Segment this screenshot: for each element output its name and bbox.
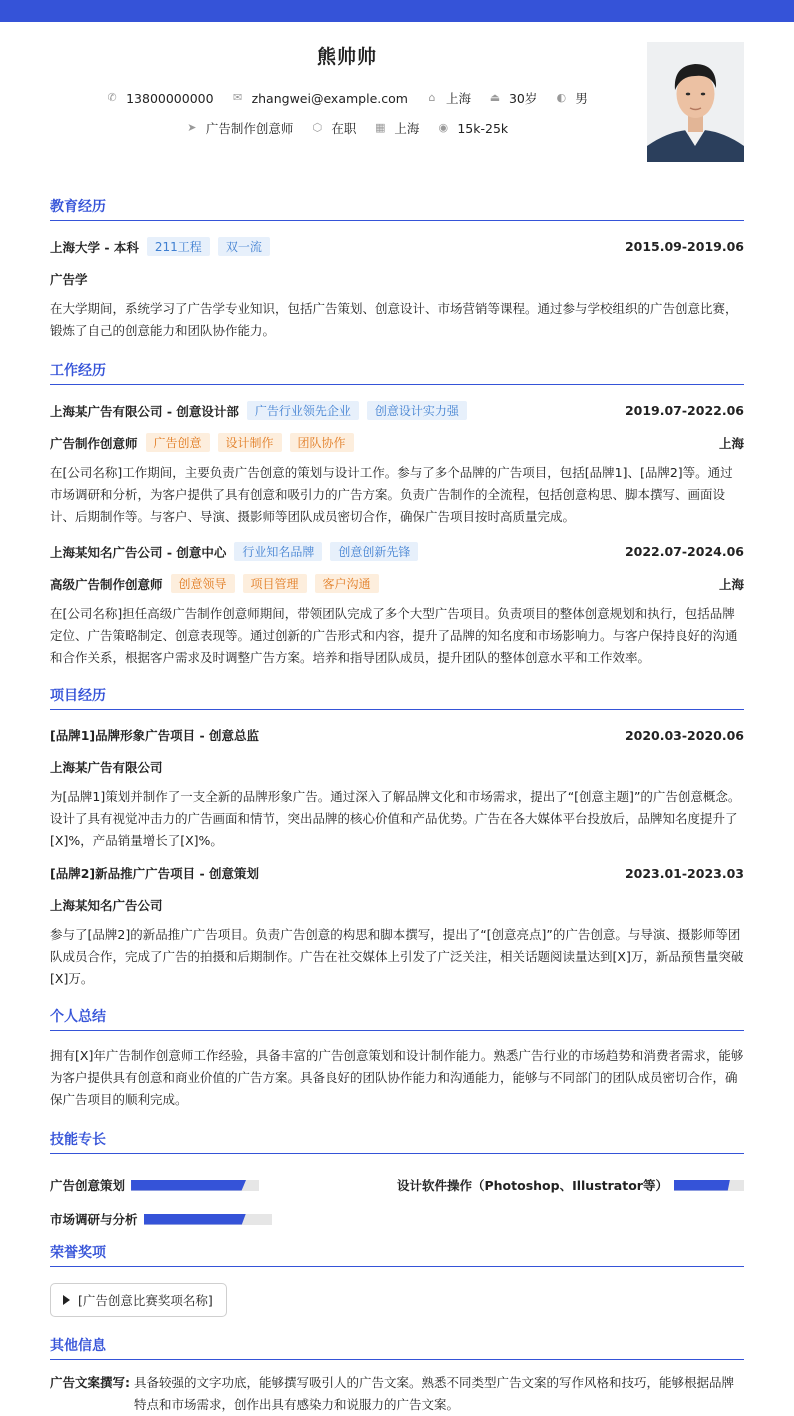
award-name: [广告创意比赛奖项名称] — [78, 1293, 213, 1308]
work-company-row — [50, 401, 744, 420]
building-icon: ▦ — [375, 121, 386, 134]
skill-tag: 项目管理 — [243, 574, 307, 593]
other-info-item — [50, 1372, 744, 1416]
phone-text: 13800000000 — [126, 90, 214, 106]
skill-label: 设计软件操作（Photoshop、Illustrator等） — [397, 1178, 668, 1193]
info-gender — [555, 89, 588, 107]
job-role: 高级广告制作创意师 — [50, 576, 163, 592]
education-date: 2015.09-2019.06 — [624, 239, 744, 254]
status-icon: ⬡ — [312, 121, 323, 134]
info-salary — [437, 119, 508, 137]
work-company-row — [50, 542, 744, 561]
company-tag: 广告行业领先企业 — [247, 401, 359, 420]
project-title-row — [50, 726, 744, 744]
project-date: 2023.01-2023.03 — [624, 865, 744, 881]
project-desc: 参与了[品牌2]的新品推广广告项目。负责广告创意的构思和脚本撰写，提出了“[创意亮点]”的广告创意。与导演、摄影师等团队成员合作，完成了广告的拍摄和后期制作。广告在社交媒体上引发了广泛关注，相关话题阅读量达到[X]万，新品预售量突破[X]万。 — [50, 927, 744, 986]
award-toggle[interactable] — [50, 1283, 227, 1317]
skill-tag: 广告创意 — [146, 433, 210, 452]
info-phone — [106, 89, 213, 107]
project-company: 上海某广告有限公司 — [50, 760, 163, 775]
skill-item — [50, 1202, 397, 1236]
other-info-key: 广告文案撰写: — [50, 1375, 130, 1390]
phone-icon: ✆ — [107, 91, 117, 104]
contact-row — [50, 89, 744, 107]
work-city: 上海 — [718, 576, 744, 592]
skill-item — [397, 1168, 744, 1202]
work-date: 2022.07-2024.06 — [624, 544, 744, 559]
info-position — [186, 119, 294, 137]
skill-bar — [674, 1180, 744, 1191]
project-date: 2020.03-2020.06 — [624, 727, 744, 743]
summary-text: 拥有[X]年广告制作创意师工作经验，具备丰富的广告创意策划和设计制作能力。熟悉广告行业的市场趋势和消费者需求，能够为客户提供具有创意和商业价值的广告方案。具备良好的团队协作能力和沟通能力，能够与不同部门的团队成员密切合作，确保广告项目的顺利完成。 — [50, 1048, 744, 1107]
skill-tag: 创意领导 — [171, 574, 235, 593]
home-icon: ⌂ — [428, 91, 436, 104]
company-tag: 创意创新先锋 — [330, 542, 418, 561]
section-awards-title: 荣誉奖项 — [50, 1242, 744, 1267]
project-title: [品牌1]品牌形象广告项目 - 创意总监 — [50, 728, 260, 743]
skill-tag: 设计制作 — [218, 433, 282, 452]
section-work-title: 工作经历 — [50, 360, 744, 385]
info-age — [489, 89, 537, 107]
major: 广告学 — [50, 272, 88, 287]
avatar-photo — [647, 42, 744, 162]
skill-tag: 团队协作 — [290, 433, 354, 452]
candidate-name: 熊帅帅 — [316, 46, 377, 68]
skill-bar-fill — [674, 1180, 730, 1191]
work-city-text: 上海 — [394, 121, 420, 136]
skill-bar — [131, 1180, 259, 1191]
company-tag: 行业知名品牌 — [234, 542, 322, 561]
project-company: 上海某知名广告公司 — [50, 898, 163, 913]
email-text: zhangwei@example.com — [251, 90, 408, 106]
age-text: 30岁 — [508, 91, 538, 106]
section-summary-title: 个人总结 — [50, 1006, 744, 1031]
avatar-illustration — [647, 42, 744, 162]
other-info-value: 具备较强的文字功底，能够撰写吸引人的广告文案。熟悉不同类型广告文案的写作风格和技巧，能够根据品牌特点和市场需求，创作出具有感染力和说服力的广告文案。 — [134, 1375, 735, 1412]
section-skills-title: 技能专长 — [50, 1129, 744, 1154]
section-education-title: 教育经历 — [50, 196, 744, 221]
project-title-row — [50, 864, 744, 882]
work-date: 2019.07-2022.06 — [624, 403, 744, 418]
company-name: 上海某广告有限公司 - 创意设计部 — [50, 403, 239, 419]
project-company-row — [50, 896, 744, 914]
work-desc: 在[公司名称]工作期间，主要负责广告创意的策划与设计工作。参与了多个品牌的广告项目，包括[品牌1]、[品牌2]等。通过市场调研和分析，为客户提供了具有创意和吸引力的广告方案。负责广告制作的全流程，包括创意构思、脚本撰写、画面设计、后期制作等。与客户、导演、摄影师等团队成员密切合作，确保广告项目按时高质量完成。 — [50, 465, 733, 524]
info-work-city — [374, 119, 419, 137]
skill-bar-fill — [131, 1180, 246, 1191]
salary-text: 15k-25k — [457, 120, 509, 136]
top-accent-bar — [0, 0, 794, 22]
education-row — [50, 237, 744, 256]
gender-text: 男 — [575, 91, 588, 106]
send-icon: ➤ — [187, 121, 197, 134]
school-name: 上海大学 - 本科 — [50, 239, 139, 255]
major-row — [50, 270, 744, 288]
work-role-row — [50, 433, 744, 452]
company-tag: 创意设计实力强 — [367, 401, 467, 420]
status-text: 在职 — [331, 121, 357, 136]
education-desc: 在大学期间，系统学习了广告学专业知识，包括广告策划、创意设计、市场营销等课程。通过参与学校组织的广告创意比赛，锻炼了自己的创意能力和团队协作能力。 — [50, 301, 738, 338]
skill-label: 广告创意策划 — [50, 1178, 126, 1193]
resume-page — [0, 22, 794, 1416]
skill-bar — [144, 1214, 272, 1225]
school-tag: 双一流 — [218, 237, 270, 256]
section-other-title: 其他信息 — [50, 1335, 744, 1360]
skill-label: 市场调研与分析 — [50, 1212, 138, 1227]
resume-header — [50, 22, 744, 182]
work-city: 上海 — [718, 435, 744, 451]
salary-icon: ◉ — [438, 121, 449, 134]
info-email[interactable] — [232, 89, 408, 107]
project-title: [品牌2]新品推广广告项目 - 创意策划 — [50, 866, 260, 881]
info-city — [426, 89, 471, 107]
work-desc: 在[公司名称]担任高级广告制作创意师期间，带领团队完成了多个大型广告项目。负责项目的整体创意规划和执行，包括品牌定位、广告策略制定、创意表现等。通过创新的广告形式和内容，提升了品牌的知名度和市场影响力。与客户保持良好的沟通和合作关系，根据客户需求及时调整广告方案。培养和指导团队成员，提升团队的整体创意水平和工作效率。 — [50, 606, 738, 665]
project-desc: 为[品牌1]策划并制作了一支全新的品牌形象广告。通过深入了解品牌文化和市场需求，提出了“[创意主题]”的广告创意概念。设计了具有视觉冲击力的广告画面和情节，突出品牌的核心价值和产品优势。广告在各大媒体平台投放后，品牌知名度提升了[X]%，产品销量增长了[X]%。 — [50, 789, 741, 848]
position-text: 广告制作创意师 — [205, 121, 294, 136]
section-project-title: 项目经历 — [50, 685, 744, 710]
mail-icon: ✉ — [232, 91, 243, 104]
info-status — [311, 119, 356, 137]
school-tag: 211工程 — [147, 237, 210, 256]
job-role: 广告制作创意师 — [50, 435, 138, 451]
skill-tag: 客户沟通 — [315, 574, 379, 593]
skills-list — [50, 1168, 744, 1236]
gender-icon: ◐ — [556, 91, 567, 104]
company-name: 上海某知名广告公司 - 创意中心 — [50, 544, 227, 560]
intent-row — [50, 119, 744, 137]
caret-right-icon — [63, 1295, 70, 1305]
work-role-row — [50, 574, 744, 593]
skill-item — [50, 1168, 397, 1202]
skill-bar-fill — [144, 1214, 246, 1225]
city-text: 上海 — [445, 91, 471, 106]
age-icon: ⏏ — [489, 91, 501, 104]
project-company-row — [50, 758, 744, 776]
